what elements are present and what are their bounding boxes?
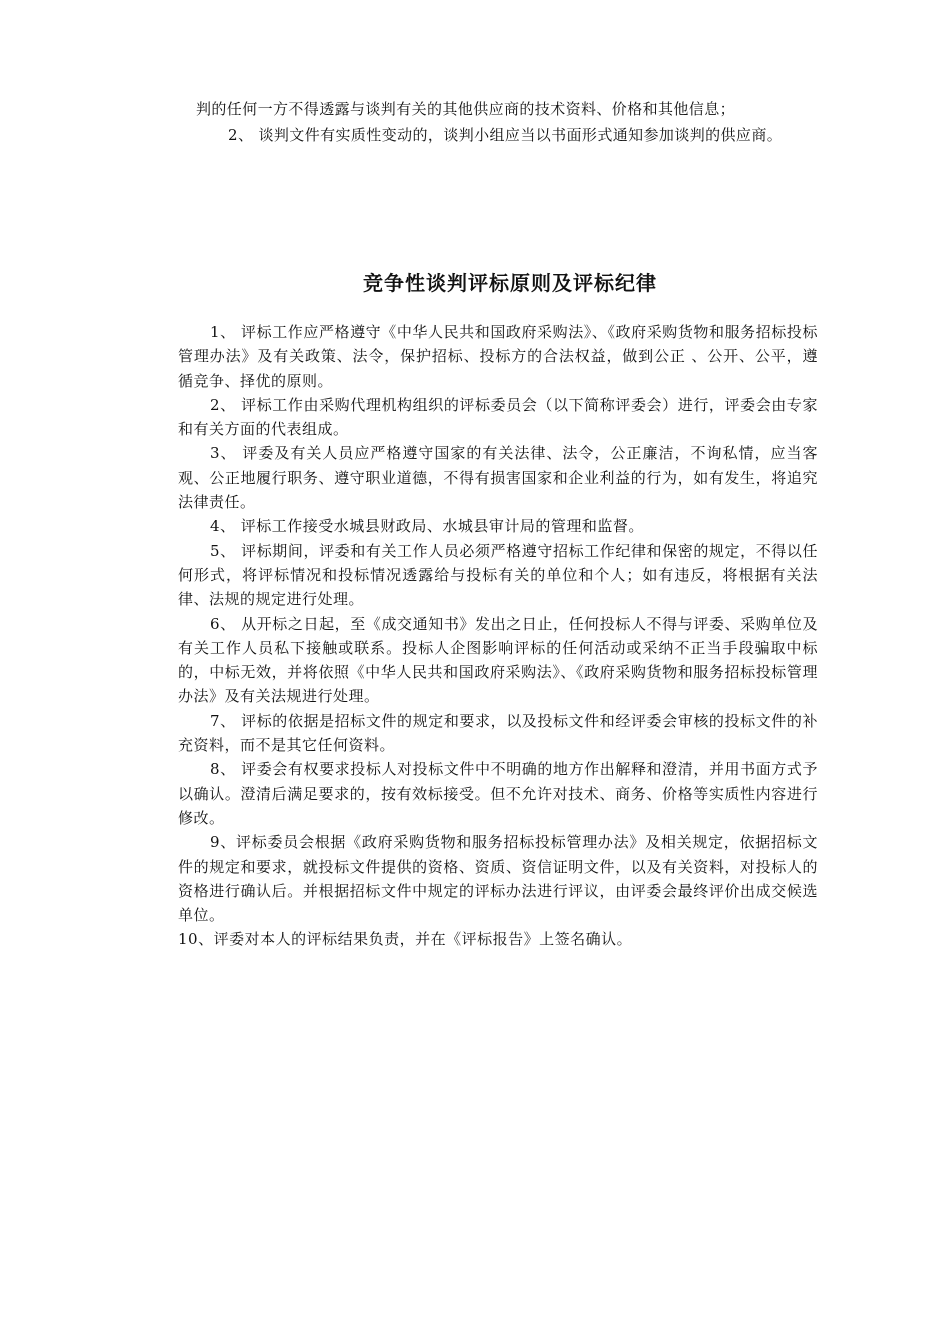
previous-section-line: 判的任何一方不得透露与谈判有关的其他供应商的技术资料、价格和其他信息； — [196, 100, 736, 118]
rule-item-4: 4、 评标工作接受水城县财政局、水城县审计局的管理和监督。 — [210, 517, 644, 536]
rule-item-8: 8、 评委会有权要求投标人对投标文件中不明确的地方作出解释和澄清，并用书面方式予以确认。澄清后满足要求的，按有效标接受。但不允许对技术、商务、价格等实质性内容进行修改。 — [178, 760, 818, 827]
rule-item-10: 10、评委对本人的评标结果负责，并在《评标报告》上签名确认。 — [178, 930, 633, 949]
rules-list — [178, 320, 818, 952]
rule-item-7: 7、 评标的依据是招标文件的规定和要求，以及投标文件和经评委会审核的投标文件的补充资料，而不是其它任何资料。 — [178, 711, 818, 755]
rule-item-3: 3、 评委及有关人员应严格遵守国家的有关法律、法令，公正廉洁，不询私情，应当客观、公正地履行职务、遵守职业道德，不得有损害国家和企业利益的行为，如有发生，将追究法律责任。 — [178, 444, 818, 512]
section-title: 竞争性谈判评标原则及评标纪律 — [363, 271, 657, 295]
rule-item-1: 1、 评标工作应严格遵守《中华人民共和国政府采购法》、《政府采购货物和服务招标投标管理办法》及有关政策、法令，保护招标、投标方的合法权益，做到公正 、公开、公平，遵循竞争、择优的原则。 — [178, 323, 818, 390]
previous-section-item: 2、 谈判文件有实质性变动的，谈判小组应当以书面形式通知参加谈判的供应商。 — [228, 126, 783, 144]
rule-item-5: 5、 评标期间，评委和有关工作人员必须严格遵守招标工作纪律和保密的规定，不得以任何形式，将评标情况和投标情况透露给与投标有关的单位和个人；如有违反，将根据有关法律、法规的规定进行处理。 — [178, 541, 818, 609]
rule-item-2: 2、 评标工作由采购代理机构组织的评标委员会（以下简称评委会）进行，评委会由专家和有关方面的代表组成。 — [178, 395, 818, 439]
rule-item-6: 6、 从开标之日起，至《成交通知书》发出之日止，任何投标人不得与评委、采购单位及有关工作人员私下接触或联系。投标人企图影响评标的任何活动或采纳不正当手段骗取中标的，中标无效，并将依照《中华人民共和国政府采购法》、《政府采购货物和服务招标投标管理办法》及有关法规进行处理。 — [178, 614, 818, 706]
previous-section-continuation — [196, 96, 816, 148]
rule-item-9: 9、评标委员会根据《政府采购货物和服务招标投标管理办法》及相关规定，依据招标文件的规定和要求，就投标文件提供的资格、资质、资信证明文件，以及有关资料，对投标人的资格进行确认后。并根据招标文件中规定的评标办法进行评议，由评委会最终评价出成交候选单位。 — [178, 833, 818, 925]
